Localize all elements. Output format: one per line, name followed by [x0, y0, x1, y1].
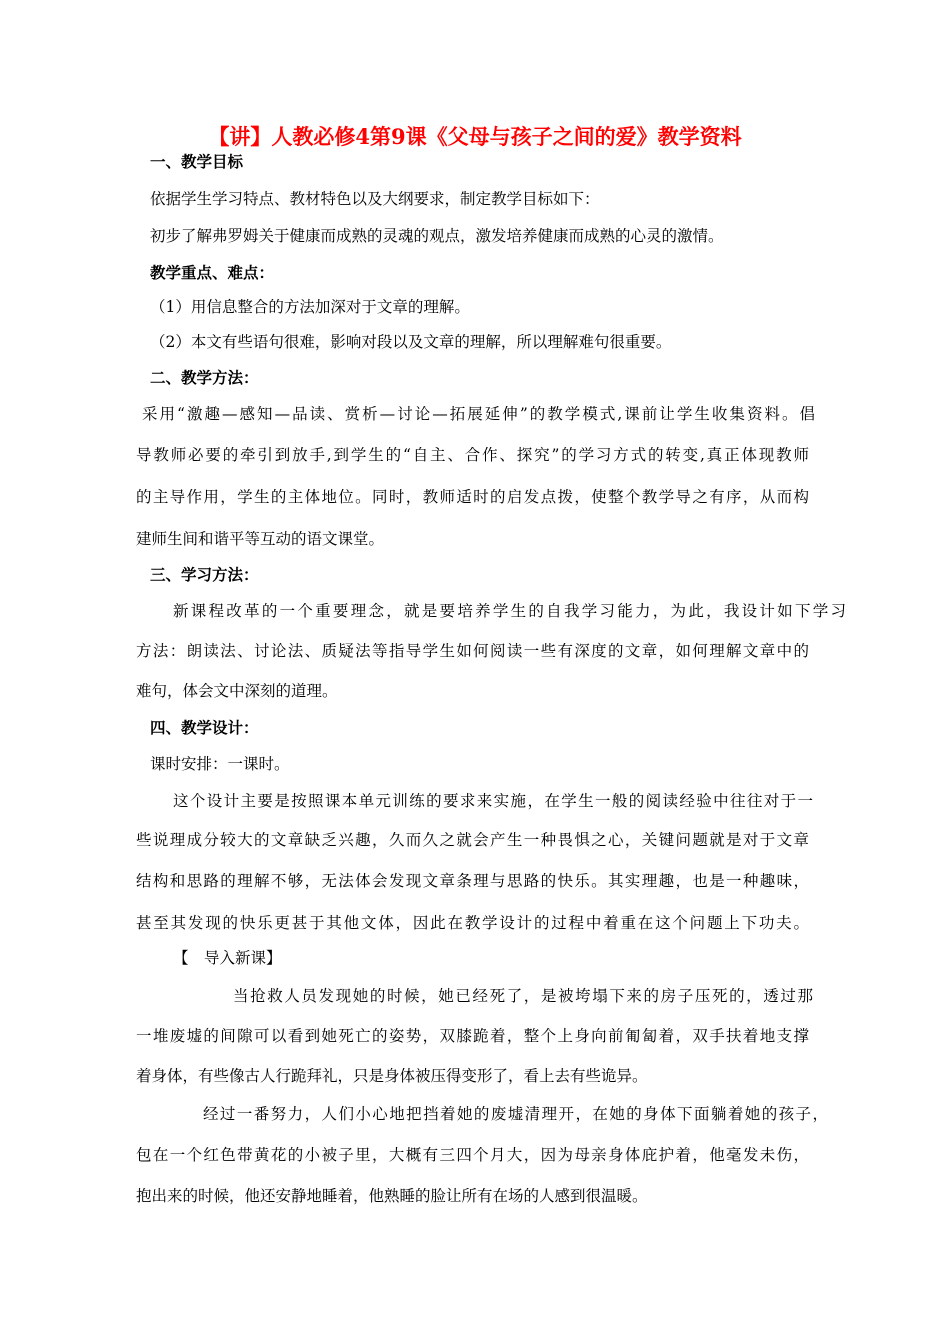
paragraph-line: 些说理成分较大的文章缺乏兴趣，久而久之就会产生一种畏惧之心，关键问题就是对于文章 — [136, 831, 809, 849]
document-title: 【讲】人教必修4第9课《父母与孩子之间的爱》教学资料 — [208, 124, 742, 149]
paragraph-line: 当抢救人员发现她的时候，她已经死了，是被垮塌下来的房子压死的，透过那 — [233, 987, 813, 1005]
paragraph-line: 经过一番努力，人们小心地把挡着她的废墟清理开，在她的身体下面躺着她的孩子， — [203, 1105, 828, 1123]
paragraph-line: 结构和思路的理解不够，无法体会发现文章条理与思路的快乐。其实理趣，也是一种趣味， — [136, 872, 809, 890]
section-marker-intro: 【 导入新课】 — [173, 949, 282, 967]
paragraph-line: 方法：朗读法、讨论法、质疑法等指导学生如何阅读一些有深度的文章，如何理解文章中的 — [136, 642, 809, 660]
heading-teaching-goals: 一、教学目标 — [150, 152, 244, 171]
paragraph-line: 这个设计主要是按照课本单元训练的要求来实施，在学生一般的阅读经验中往往对于一 — [173, 792, 813, 810]
heading-teaching-design: 四、教学设计： — [150, 718, 259, 737]
paragraph-line: 包在一个红色带黄花的小被子里，大概有三四个月大，因为母亲身体庇护着，他毫发未伤， — [136, 1146, 809, 1164]
heading-teaching-method: 二、教学方法： — [150, 368, 259, 387]
paragraph-line: 初步了解弗罗姆关于健康而成熟的灵魂的观点，激发培养健康而成熟的心灵的激情。 — [150, 227, 724, 245]
paragraph-line: 新课程改革的一个重要理念，就是要培养学生的自我学习能力，为此，我设计如下学习 — [173, 602, 846, 620]
paragraph-line: 的主导作用，学生的主体地位。同时，教师适时的启发点拨，使整个教学导之有序，从而构 — [136, 488, 809, 506]
paragraph-line: 难句，体会文中深刻的道理。 — [136, 682, 338, 700]
paragraph-line: 一堆废墟的间隙可以看到她死亡的姿势，双膝跪着，整个上身向前匍匐着，双手扶着地支撑 — [136, 1027, 809, 1045]
paragraph-line: 课时安排：一课时。 — [150, 755, 290, 773]
paragraph-line: 抱出来的时候，他还安静地睡着，他熟睡的脸让所有在场的人感到很温暖。 — [136, 1187, 648, 1205]
paragraph-line: 导教师必要的牵引到放手,到学生的“自主、合作、探究”的学习方式的转变,真正体现教师 — [136, 446, 809, 464]
paragraph-line: 建师生间和谐平等互动的语文课堂。 — [136, 530, 385, 548]
paragraph-line: 依据学生学习特点、教材特色以及大纲要求，制定教学目标如下： — [150, 190, 600, 208]
list-item: （1）用信息整合的方法加深对于文章的理解。 — [150, 298, 470, 316]
paragraph-line: 采用“激趣—感知—品读、赏析—讨论—拓展延伸”的教学模式,课前让学生收集资料。倡 — [142, 405, 815, 423]
paragraph-line: 甚至其发现的快乐更甚于其他文体，因此在教学设计的过程中着重在这个问题上下功夫。 — [136, 914, 809, 932]
paragraph-line: 着身体，有些像古人行跪拜礼，只是身体被压得变形了，看上去有些诡异。 — [136, 1067, 648, 1085]
heading-key-points: 教学重点、难点： — [150, 263, 275, 282]
heading-learning-method: 三、学习方法： — [150, 565, 259, 584]
list-item: （2）本文有些语句很难，影响对段以及文章的理解，所以理解难句很重要。 — [150, 333, 672, 351]
